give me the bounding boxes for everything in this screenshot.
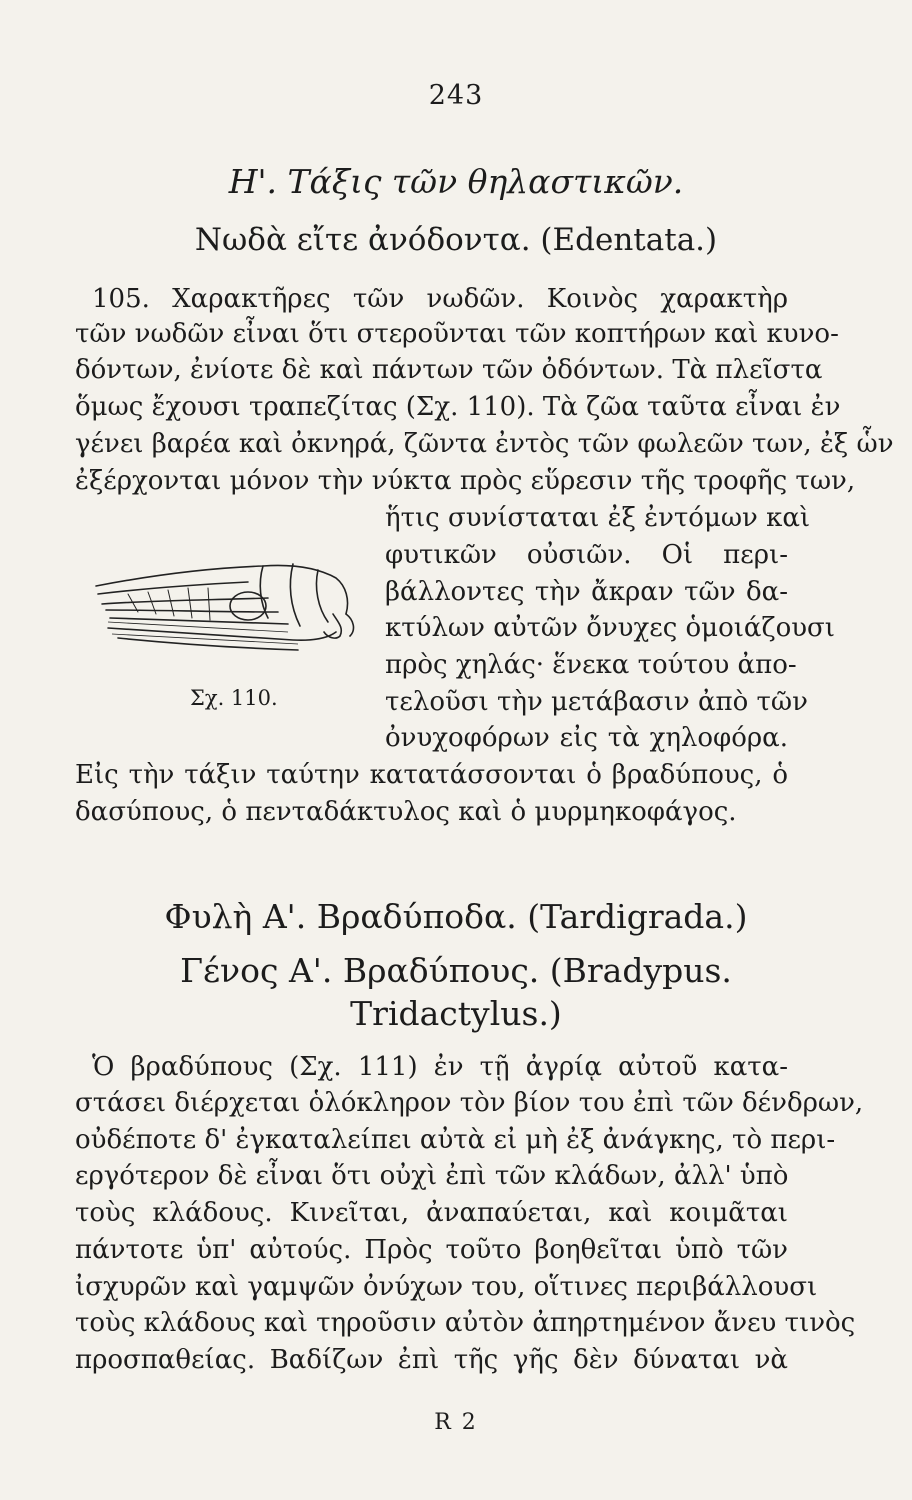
bradypus-line: πάντοτε ὑπ' αὐτούς. Πρὸς τοῦτο βοηθεῖται ὑπὸ τῶν	[75, 1235, 788, 1265]
section-105-right-line: πρὸς χηλάς· ἕνεκα τούτου ἀπο-	[385, 650, 797, 680]
page-number: 243	[428, 80, 484, 111]
section-105-line: ὅμως ἔχουσι τραπεζίτας (Σχ. 110). Τὰ ζῶα ταῦτα εἶναι ἐν	[75, 392, 841, 422]
bradypus-line: τοὺς κλάδους. Κινεῖται, ἀναπαύεται, καὶ κοιμᾶται	[75, 1198, 788, 1228]
genus-heading: Γένος Α'. Βραδύπους. (Bradypus.	[180, 951, 732, 990]
section-105-right-line: τελοῦσι τὴν μετάβασιν ἀπὸ τῶν	[385, 687, 808, 717]
bradypus-line: οὐδέποτε δ' ἐγκαταλείπει αὐτὰ εἰ μὴ ἐξ ἀνάγκης, τὸ περι-	[75, 1125, 836, 1155]
section-105-right-line: βάλλοντες τὴν ἄκραν τῶν δα-	[385, 577, 788, 607]
bradypus-line: προσπαθείας. Βαδίζων ἐπὶ τῆς γῆς δὲν δύναται νὰ	[75, 1345, 788, 1375]
bradypus-line: εργότερον δὲ εἶναι ὅτι οὐχὶ ἐπὶ τῶν κλάδων, ἀλλ' ὑπὸ	[75, 1161, 789, 1191]
figure-caption: Σχ. 110.	[190, 686, 278, 710]
section-105-line: γένει βαρέα καὶ ὀκνηρά, ζῶντα ἐντὸς τῶν φωλεῶν των, ἐξ ὧν	[75, 429, 894, 459]
section-105-right-line: φυτικῶν οὐσιῶν. Οἱ περι-	[385, 540, 788, 570]
section-105-line: ἐξέρχονται μόνον τὴν νύκτα πρὸς εὕρεσιν τῆς τροφῆς των,	[75, 466, 856, 496]
section-105-end-line: δασύπους, ὁ πενταδάκτυλος καὶ ὁ μυρμηκοφάγος.	[75, 797, 737, 827]
section-105-end-line: Εἰς τὴν τάξιν ταύτην κατατάσσονται ὁ βραδύπους, ὁ	[75, 760, 788, 790]
section-105-line: τῶν νωδῶν εἶναι ὅτι στεροῦνται τῶν κοπτήρων καὶ κυνο-	[75, 319, 839, 349]
section-105-line: 105. Χαρακτῆρες τῶν νωδῶν. Κοινὸς χαρακτὴρ	[92, 284, 788, 314]
bradypus-line: τοὺς κλάδους καὶ τηροῦσιν αὐτὸν ἀπηρτημένον ἄνευ τινὸς	[75, 1308, 856, 1338]
section-105-right-line: ὀνυχοφόρων εἰς τὰ χηλοφόρα.	[385, 723, 788, 753]
order-heading: Η'. Τάξις τῶν θηλαστικῶν.	[228, 162, 684, 201]
genus-heading-cont: Tridactylus.)	[350, 994, 562, 1033]
group-heading: Νωδὰ εἴτε ἀνόδοντα. (Edentata.)	[194, 222, 718, 258]
bradypus-line: Ὁ βραδύπους (Σχ. 111) ἐν τῇ ἀγρίᾳ αὐτοῦ κατα-	[92, 1052, 788, 1082]
tribe-heading: Φυλὴ Α'. Βραδύποδα. (Tardigrada.)	[164, 897, 748, 936]
bradypus-line: στάσει διέρχεται ὁλόκληρον τὸν βίον του ἐπὶ τῶν δένδρων,	[75, 1088, 864, 1118]
section-105-line: δόντων, ἐνίοτε δὲ καὶ πάντων τῶν ὀδόντων. Τὰ πλεῖστα	[75, 355, 823, 385]
signature-mark: R 2	[434, 1410, 478, 1435]
sloth-skull-figure	[88, 548, 358, 668]
bradypus-line: ἰσχυρῶν καὶ γαμψῶν ὀνύχων του, οἵτινες περιβάλλουσι	[75, 1272, 818, 1302]
section-105-right-line: κτύλων αὐτῶν ὄνυχες ὁμοιάζουσι	[385, 613, 835, 643]
section-105-right-line: ἥτις συνίσταται ἐξ ἐντόμων καὶ	[385, 503, 811, 533]
